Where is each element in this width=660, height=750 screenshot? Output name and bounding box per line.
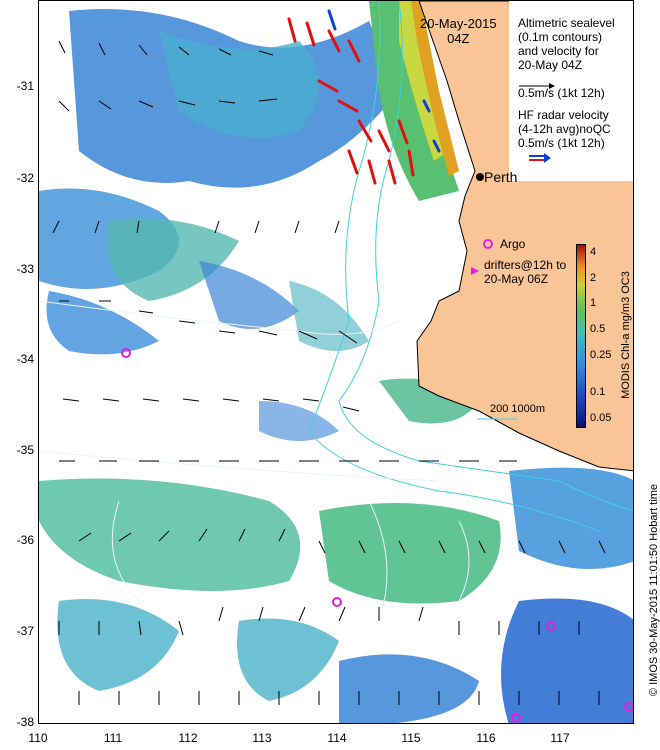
argo-label: Argo xyxy=(500,237,526,251)
arrow-row-5 xyxy=(63,399,359,411)
drifters-label-line: 20-May 06Z xyxy=(484,272,549,286)
chl-patch xyxy=(237,619,339,702)
altimetry-legend-line: (0.1m contours) xyxy=(518,30,603,44)
lon-tick: 117 xyxy=(550,731,570,745)
lat-tick: -36 xyxy=(16,533,34,547)
altimetry-legend-line: and velocity for xyxy=(518,44,599,58)
chl-patch xyxy=(199,261,299,329)
lat-tick: -33 xyxy=(16,262,34,276)
lat-tick: -35 xyxy=(16,443,34,457)
hf-legend-line: HF radar velocity xyxy=(518,108,609,122)
lon-tick: 116 xyxy=(476,731,496,745)
perth-label: Perth xyxy=(484,169,518,185)
lon-tick: 112 xyxy=(178,731,198,745)
perth-city-icon xyxy=(476,173,484,181)
lat-tick: -31 xyxy=(16,79,34,93)
colorbar-tick: 0.25 xyxy=(590,349,612,361)
chl-patch xyxy=(509,468,634,569)
lon-tick: 114 xyxy=(327,731,347,745)
lon-tick: 113 xyxy=(252,731,272,745)
colorbar-title: MODIS Chl-a mg/m3 OC3 xyxy=(620,271,632,399)
chl-patch xyxy=(57,599,179,691)
altimetry-legend xyxy=(518,16,615,100)
drifters-label-line: drifters@12h to xyxy=(484,258,567,272)
map-date: 20-May-2015 xyxy=(420,16,497,31)
hf-legend-line: 0.5m/s (1kt 12h) xyxy=(518,136,605,150)
lat-tick: -37 xyxy=(16,624,34,638)
lat-tick: -38 xyxy=(16,715,34,729)
drifters-label xyxy=(484,258,566,286)
colorbar-tick: 0.05 xyxy=(590,412,612,424)
chl-patch xyxy=(501,599,634,725)
colorbar-tick: 0.1 xyxy=(590,386,606,398)
altimetry-legend-line: 0.5m/s (1kt 12h) xyxy=(518,86,605,100)
chl-patch xyxy=(289,281,369,351)
hf-radar-legend xyxy=(518,108,611,150)
lat-tick: -32 xyxy=(16,171,34,185)
hf-legend-line: (4-12h avg)noQC xyxy=(518,122,611,136)
colorbar-tick: 2 xyxy=(590,272,597,284)
colorbar-tick: 1 xyxy=(590,297,597,309)
credit-text: © IMOS 30-May-2015 11:01:50 Hobart time xyxy=(648,483,660,697)
colorbar-tick: 0.5 xyxy=(590,323,606,335)
colorbar-tick: 4 xyxy=(590,246,597,258)
chl-patch xyxy=(339,654,479,724)
bathymetry-label: 200 1000m xyxy=(490,403,546,415)
lat-tick: -34 xyxy=(16,352,34,366)
chl-patch xyxy=(319,503,501,604)
altimetry-legend-line: 20-May 04Z xyxy=(518,58,583,72)
chl-patch xyxy=(259,401,339,441)
chl-patch xyxy=(39,479,300,592)
argo-float-icon xyxy=(333,598,341,606)
map-time: 04Z xyxy=(447,31,470,46)
lon-tick: 111 xyxy=(103,731,123,745)
lon-tick: 110 xyxy=(28,731,48,745)
map-title xyxy=(420,16,497,46)
lon-tick: 115 xyxy=(401,731,421,745)
colorbar xyxy=(576,244,586,428)
altimetry-legend-line: Altimetric sealevel xyxy=(518,16,615,30)
